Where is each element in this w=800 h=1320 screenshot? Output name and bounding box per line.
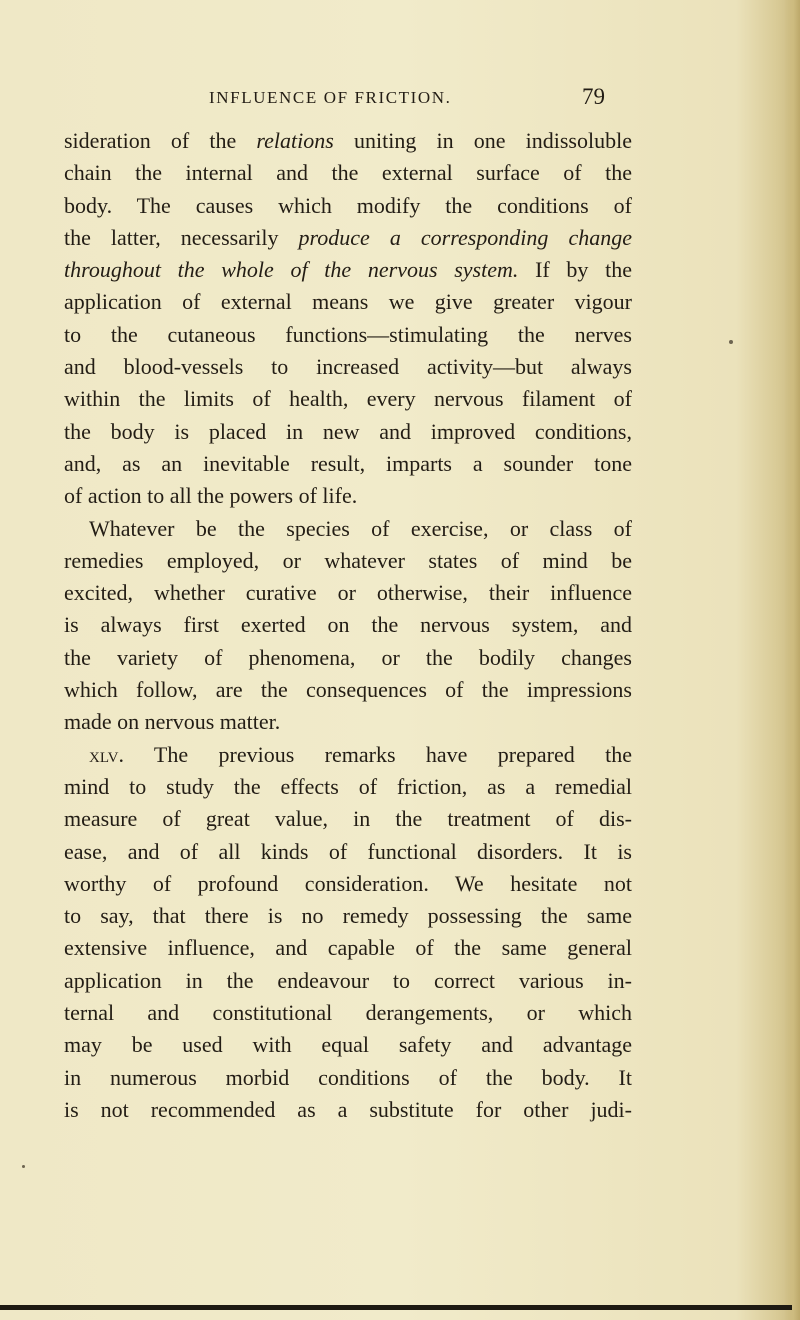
text-line: and, as an inevitable result, imparts a sounder tone: [64, 450, 632, 476]
section-number: xlv.: [89, 741, 124, 767]
text-line: remedies employed, or whatever states of mind be: [64, 547, 632, 573]
text-line: of action to all the powers of life.: [64, 483, 358, 509]
text-line: mind to study the effects of friction, as a remedial: [64, 773, 632, 799]
text-line: worthy of profound consideration. We hesitate not: [64, 870, 632, 896]
text-line: chain the internal and the external surface of the: [64, 160, 632, 186]
text-line: is not recommended as a substitute for other judi-: [64, 1096, 632, 1122]
text-line: ease, and of all kinds of functional disorders. It is: [64, 838, 632, 864]
text-line: the body is placed in new and improved conditions,: [64, 418, 632, 444]
text-line: excited, whether curative or otherwise, their influence: [64, 580, 632, 606]
text-line: sideration of the relations uniting in one indissoluble: [64, 128, 632, 153]
paper-speck: [729, 340, 733, 344]
text-line: to the cutaneous functions—stimulating the nerves: [64, 321, 632, 347]
text-line: ternal and constitutional derangements, or which: [64, 1000, 632, 1026]
text-line: may be used with equal safety and advantage: [64, 1032, 632, 1058]
text-line: the latter, necessarily produce a corresponding change: [64, 224, 632, 250]
running-head: INFLUENCE OF FRICTION.: [209, 88, 452, 107]
text-line: within the limits of health, every nervous filament of: [64, 386, 632, 412]
text-line: extensive influence, and capable of the same general: [64, 935, 632, 961]
text-line: application in the endeavour to correct various in-: [64, 967, 632, 993]
text-line: and blood-vessels to increased activity—but always: [64, 354, 632, 380]
text-line: throughout the whole of the nervous system. If by the: [64, 257, 632, 283]
text-line: Whatever be the species of exercise, or class of: [89, 515, 632, 541]
text-line: is always first exerted on the nervous system, and: [64, 612, 632, 638]
page-edge-shadow: [784, 0, 800, 1320]
body-text: [64, 125, 632, 1126]
bottom-edge-rule: [0, 1305, 792, 1310]
page-number: 79: [582, 84, 605, 109]
text-line: in numerous morbid conditions of the body. It: [64, 1064, 632, 1090]
text-line: measure of great value, in the treatment of dis-: [64, 806, 632, 832]
paper-speck: [22, 1165, 25, 1168]
text-line: to say, that there is no remedy possessing the same: [64, 903, 632, 929]
page-header: [0, 84, 800, 118]
text-line: application of external means we give greater vigour: [64, 289, 632, 315]
text-line: body. The causes which modify the conditions of: [64, 192, 632, 218]
text-line: which follow, are the consequences of the impressions: [64, 677, 632, 703]
text-line: the variety of phenomena, or the bodily changes: [64, 644, 632, 670]
text-line: xlv. The previous remarks have prepared the: [89, 741, 632, 767]
text-line: made on nervous matter.: [64, 709, 281, 735]
